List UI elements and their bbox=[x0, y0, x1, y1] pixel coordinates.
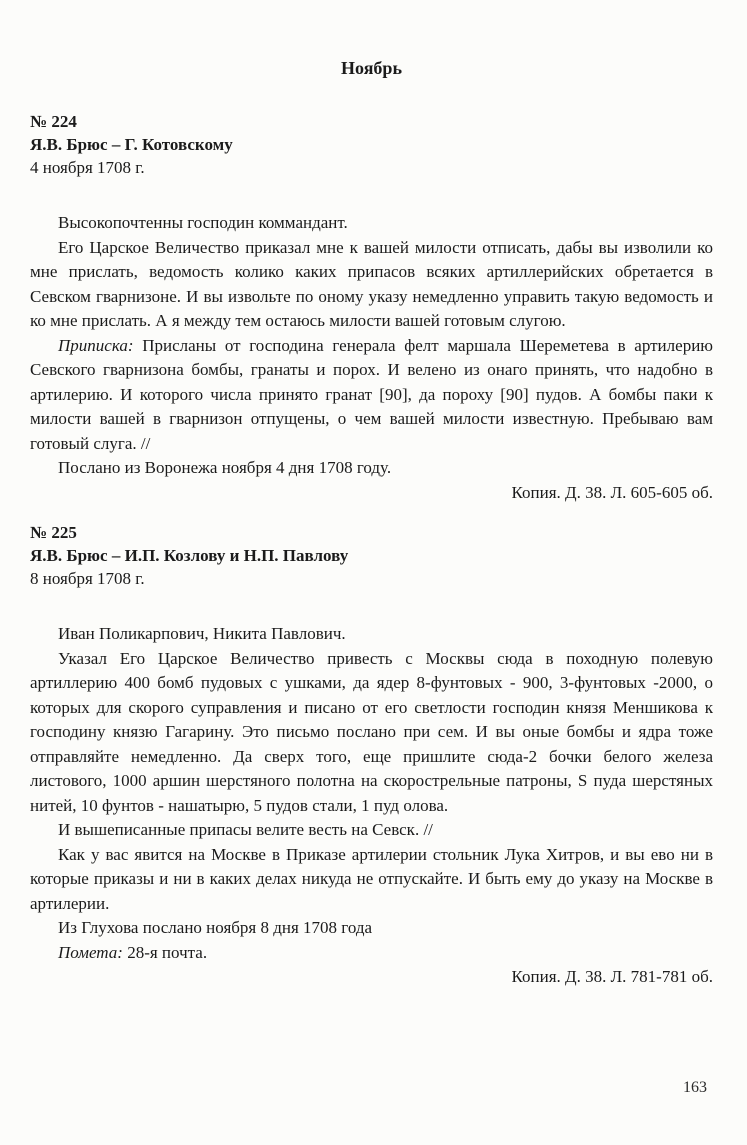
paragraph-text: И вышеписанные припасы велите весть на Севск. // bbox=[58, 820, 433, 839]
paragraph bbox=[30, 334, 713, 457]
paragraph-text: Его Царское Величество приказал мне к вашей милости отписать, дабы вы изволили ко мне прислать, ведомость колико каких припасов всяких артиллерийских обретается в Севском гварнизоне. И вы извольте по оному указу немедленно управить такую ведомость и ко мне прислать. А я между тем остаюсь милости вашей готовым слугою. bbox=[30, 237, 713, 330]
document-header bbox=[30, 110, 713, 179]
archive-reference: Копия. Д. 38. Л. 781-781 об. bbox=[511, 967, 713, 986]
paragraph-text: Указал Его Царское Величество привесть с Москвы сюда в походную полевую артиллерию 400 бомб пудовых с ушками, да ядер 8-фунтовых - 900, 3-фунтовых -2000, о которых для скорого суправления и писано от его светлости господин князя Меншикова к господину князю Гагарину. Это письмо послано при сем. И вы оные бомбы и ядра тоже отправляйте немедленно. Да сверх того, еще пришлите сюда-2 бочки белого железа листового, 1000 аршин шерстяного полотна на скорострельные патроны, S пуда шерстяных нитей, 10 фунтов - нашатырю, 5 пудов стали, 1 пуд олова. bbox=[30, 648, 713, 815]
document-number: № 225 bbox=[30, 523, 77, 542]
paragraph-text: Из Глухова послано ноября 8 дня 1708 года bbox=[58, 918, 373, 937]
document-225 bbox=[30, 521, 713, 990]
document-body bbox=[30, 211, 713, 481]
document-title: Я.В. Брюс – Г. Котовскому bbox=[30, 135, 233, 154]
paragraph-text: 28-я почта. bbox=[122, 942, 208, 962]
document-title: Я.В. Брюс – И.П. Козлову и Н.П. Павлову bbox=[30, 546, 349, 565]
paragraph bbox=[30, 211, 713, 236]
paragraph-text: Высокопочтенны господин коммандант. bbox=[58, 213, 348, 232]
paragraph bbox=[30, 941, 713, 966]
paragraph-text: Как у вас явится на Москве в Приказе артилерии стольник Лука Хитров, и вы ево ни в которые приказы и ни в каких делах никуда не отпускайте. И быть ему до указу на Москве в артилерии. bbox=[30, 844, 713, 913]
paragraph-text: Послано из Воронежа ноября 4 дня 1708 году. bbox=[58, 458, 392, 477]
document-date: 8 ноября 1708 г. bbox=[30, 569, 145, 588]
month-heading: Ноябрь bbox=[341, 58, 402, 78]
paragraph bbox=[30, 916, 713, 941]
paragraph-text: Иван Поликарпович, Никита Павлович. bbox=[58, 624, 346, 643]
document-number: № 224 bbox=[30, 112, 77, 131]
paragraph-lead: Приписка: bbox=[58, 335, 134, 355]
document-body bbox=[30, 622, 713, 965]
paragraph bbox=[30, 843, 713, 917]
archive-reference: Копия. Д. 38. Л. 605-605 об. bbox=[511, 482, 713, 502]
paragraph bbox=[30, 818, 713, 843]
document-header bbox=[30, 521, 713, 590]
paragraph bbox=[30, 236, 713, 334]
paragraph bbox=[30, 647, 713, 819]
page-number: 163 bbox=[683, 1079, 707, 1096]
paragraph bbox=[30, 622, 713, 647]
paragraph-text: Присланы от господина генерала фелт маршала Шереметева в артилерию Севского гварнизона бомбы, гранаты и порох. И велено из онаго принять, что надобно в артилерию. И которого числа принято гранат [90], да пороху [90] пудов. А бомбы паки к милости вашей в гварнизон отпущены, о чем вашей милости известную. Пребываю вам готовый слуга. // bbox=[30, 335, 713, 453]
document-224 bbox=[30, 110, 713, 505]
paragraph-lead: Помета: bbox=[58, 942, 123, 962]
document-date: 4 ноября 1708 г. bbox=[30, 158, 145, 177]
paragraph bbox=[30, 456, 713, 481]
